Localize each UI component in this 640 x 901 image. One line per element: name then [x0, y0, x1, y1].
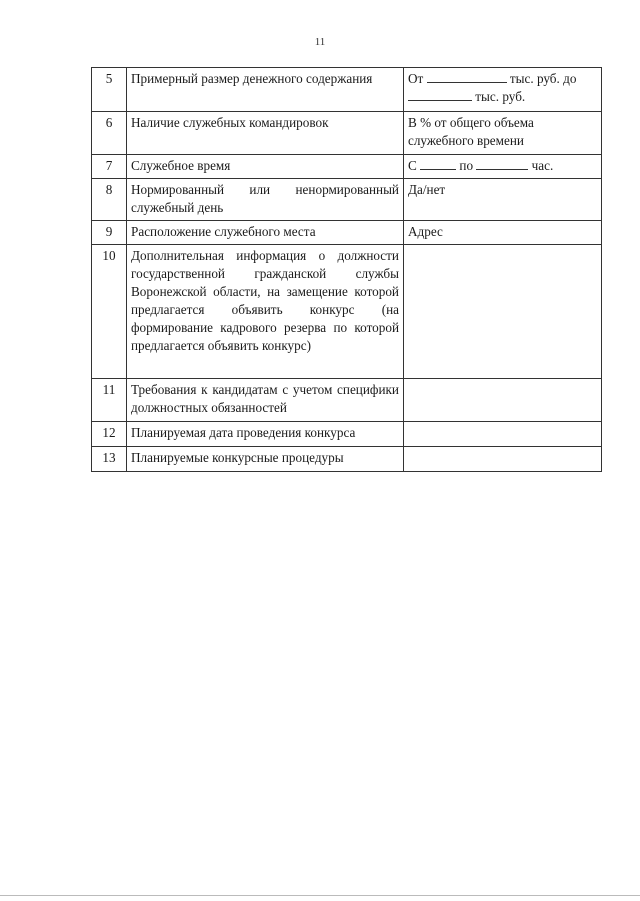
scan-edge-divider	[0, 895, 640, 896]
table-row	[92, 422, 602, 447]
row-number: 13	[92, 447, 127, 472]
row-value	[404, 422, 602, 447]
row-label: Планируемые конкурсные процедуры	[127, 447, 404, 472]
row-value	[404, 379, 602, 422]
table-row	[92, 221, 602, 245]
row-label: Наличие служебных командировок	[127, 112, 404, 155]
row-label: Планируемая дата проведения конкурса	[127, 422, 404, 447]
row-label: Расположение служебного места	[127, 221, 404, 245]
row-number: 11	[92, 379, 127, 422]
value-prefix: От	[408, 71, 424, 86]
value-prefix: С	[408, 158, 417, 173]
row-number: 12	[92, 422, 127, 447]
row-value	[404, 68, 602, 112]
value-suffix: тыс. руб.	[475, 89, 526, 104]
row-value: В % от общего объема служебного времени	[404, 112, 602, 155]
row-label: Дополнительная информация о должности государственной гражданской службы Воронежской области, на замещение которой предлагается объявить конкурс (на формирование кадрового резерва по которой предлагается объявить конкурс)	[127, 245, 404, 379]
row-value	[404, 155, 602, 179]
blank-line	[420, 157, 456, 170]
row-number: 5	[92, 68, 127, 112]
table-row	[92, 245, 602, 379]
table-row	[92, 379, 602, 422]
value-suffix: час.	[531, 158, 554, 173]
row-value	[404, 447, 602, 472]
row-label: Примерный размер денежного содержания	[127, 68, 404, 112]
table-row	[92, 155, 602, 179]
row-number: 9	[92, 221, 127, 245]
row-value: Да/нет	[404, 179, 602, 221]
row-label: Нормированный или ненормированный служебный день	[127, 179, 404, 221]
table-row	[92, 112, 602, 155]
row-value	[404, 245, 602, 379]
blank-line	[427, 70, 507, 83]
row-number: 6	[92, 112, 127, 155]
value-middle: тыс. руб. до	[509, 71, 577, 86]
value-middle: по	[459, 158, 474, 173]
row-number: 7	[92, 155, 127, 179]
row-number: 10	[92, 245, 127, 379]
table-row	[92, 68, 602, 112]
form-table	[91, 67, 602, 472]
row-label: Служебное время	[127, 155, 404, 179]
blank-line	[408, 88, 472, 101]
row-label: Требования к кандидатам с учетом специфики должностных обязанностей	[127, 379, 404, 422]
row-number: 8	[92, 179, 127, 221]
blank-line	[476, 157, 528, 170]
table-row	[92, 447, 602, 472]
table-row	[92, 179, 602, 221]
page-number: 11	[314, 36, 326, 48]
row-value: Адрес	[404, 221, 602, 245]
